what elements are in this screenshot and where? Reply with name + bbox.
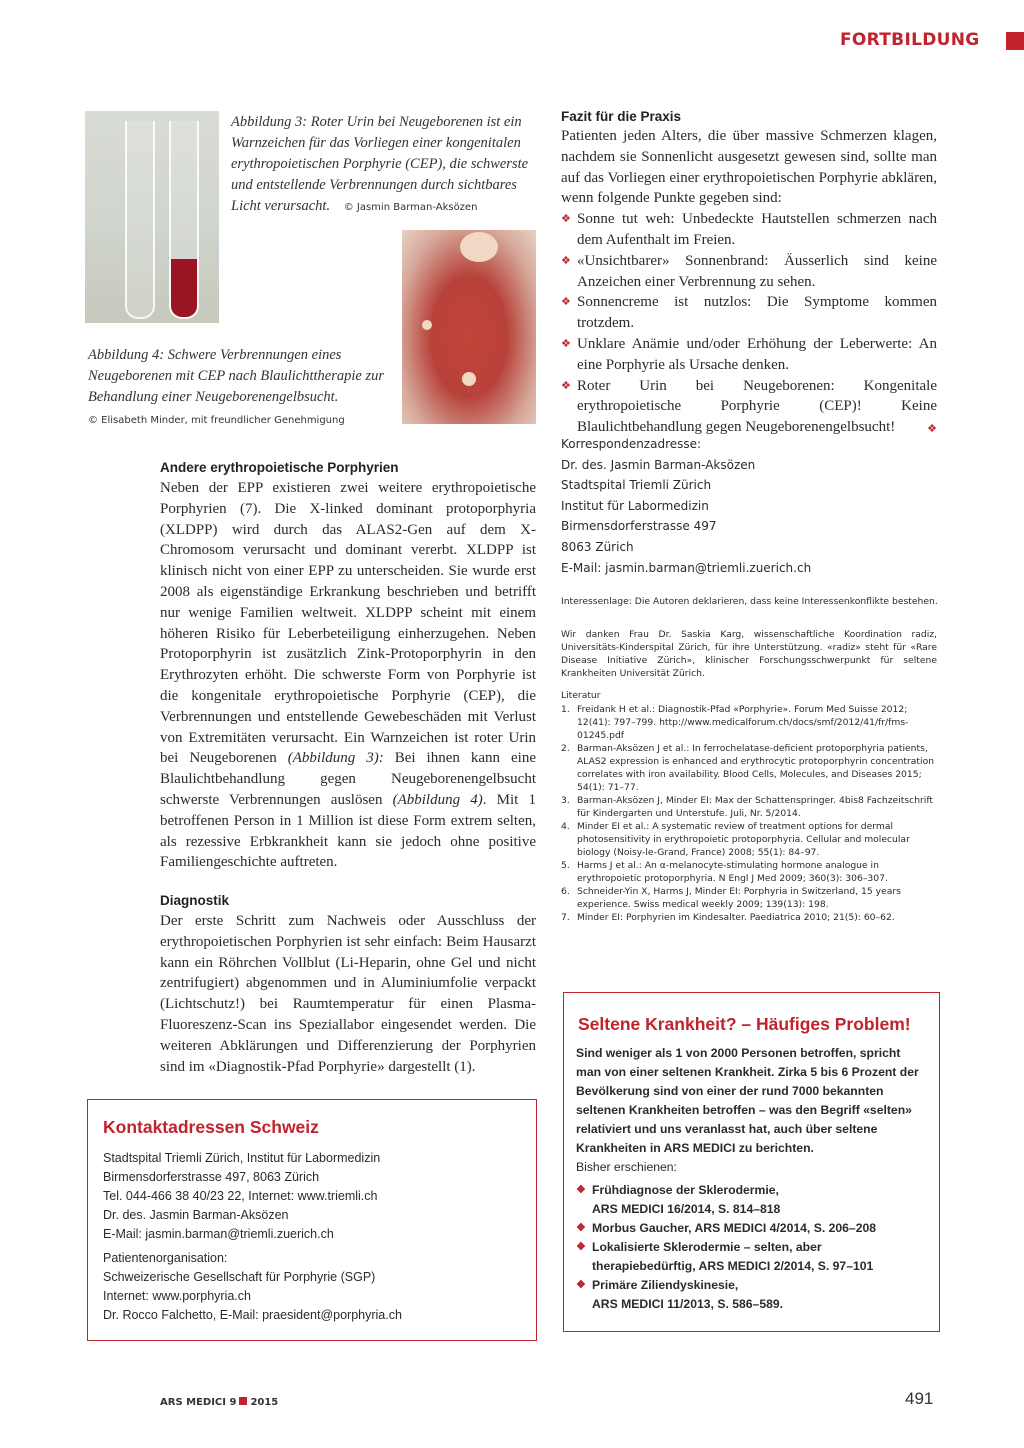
reference-text: Freidank H et al.: Diagnostik-Pfad «Porphyrie». Forum Med Suisse 2012; 12(41): 797–799. http://www.medicalforum.ch/docs/smf/2012/41/fr/fms-01245.pdf [577, 704, 909, 741]
contact-line: Dr. Rocco Falchetto, E-Mail: praesident@porphyria.ch [103, 1308, 402, 1322]
reference-item [561, 794, 937, 820]
reference-text: Barman-Aksözen J et al.: In ferrochelatase-deficient protoporphyria patients, ALAS2 expression is enhanced and erythrocytic protoporphyrin concentration correlates with iron availability. Blood Cells, Molecules, and Diseases 2015; 54(1): 71–77. [577, 743, 935, 793]
body-text-b: Bei ihnen kann eine Blaulichtbehandlung gegen Neugeborenengelbsucht schwerste Verbrennungen auslösen [160, 750, 537, 808]
contact-line: Dr. des. Jasmin Barman-Aksözen [103, 1208, 289, 1222]
article-title: ❖ Morbus Gaucher, ARS MEDICI 4/2014, S. 206–208 [592, 1221, 877, 1235]
section-andere [160, 460, 536, 873]
reference-text: Barman-Aksözen J, Minder EI: Max der Schattenspringer. 4bis8 Fachzeitschrift für Kindergarten und Unterstufe. Juli, Nr. 5/2014. [577, 795, 934, 819]
fazit-bullet: ❖ Sonne tut weh: Unbedeckte Hautstellen schmerzen nach dem Aufenthalt im Freien. [561, 209, 937, 251]
figure3-image [85, 111, 219, 323]
reference-number: 2. [561, 743, 570, 754]
reference-text: Harms J et al.: An α-melanocyte-stimulating hormone analogue in erythropoietic protoporphyria. N Engl J Med 2009; 360(3): 306–307. [577, 860, 888, 884]
contact-lines [103, 1149, 523, 1325]
contact-email: E-Mail: jasmin.barman@triemli.zuerich.ch [103, 1227, 334, 1241]
references [561, 689, 937, 924]
reference-number: 6. [561, 886, 570, 897]
reference-number: 3. [561, 795, 570, 806]
rare-disease-intro: Sind weniger als 1 von 2000 Personen betroffen, spricht man von einer seltenen Krankheit. Zirka 5 bis 6 Prozent der Bevölkerung sind von einer der rund 7000 bekannten seltenen Krankheiten betroffen – was den Begriff «selten» relativiert und uns veranlasst hat, auch über seltene Krankheiten in ARS MEDICI zu berichten. [576, 1046, 919, 1155]
reference-item [561, 703, 937, 742]
reference-number: 4. [561, 821, 570, 832]
contact-box [87, 1099, 537, 1341]
body-text-c: . Mit 1 betroffenen Person in 1 Million ist diese Form extrem selten, als rezessive Erbkrankheit kann sie jedoch ohne positive Familiengeschichte auftreten. [160, 791, 536, 871]
test-tube-empty [125, 121, 155, 319]
page-number: 491 [905, 1389, 934, 1408]
contact-line: Patientenorganisation: [103, 1251, 228, 1265]
figure-ref-3: (Abbildung 3): [287, 750, 384, 767]
figure4-image [402, 230, 536, 424]
journal-name: ARS MEDICI 9 [160, 1397, 237, 1408]
correspondence-email: E-Mail: jasmin.barman@triemli.zuerich.ch [561, 560, 812, 575]
test-tube-red-urine [169, 121, 199, 319]
reference-item [561, 885, 937, 911]
reference-item [561, 820, 937, 859]
contact-line: Stadtspital Triemli Zürich, Institut für Labormedizin [103, 1151, 381, 1165]
contact-line: Schweizerische Gesellschaft für Porphyrie (SGP) [103, 1270, 376, 1284]
article-item [576, 1181, 926, 1219]
article-source: ARS MEDICI 16/2014, S. 814–818 [592, 1202, 781, 1216]
article-title: ❖ Primäre Ziliendyskinesie, [592, 1278, 739, 1292]
reference-number: 5. [561, 860, 570, 871]
reference-text: Minder EI et al.: A systematic review of treatment options for dermal photosensitivity in erythropoietic protoporphyria. Cellular and molecular biology (Noisy-le-Grand, France) 2008; 55(1): 84–97. [577, 821, 910, 858]
correspondence-line: Stadtspital Triemli Zürich [561, 478, 712, 493]
correspondence-block [561, 434, 937, 578]
figure3-caption [231, 112, 536, 218]
article-item [576, 1238, 926, 1276]
article-title: ❖ Lokalisierte Sklerodermie – selten, aber therapiebedürftig, ARS MEDICI 2/2014, S. 97–101 [592, 1240, 874, 1273]
reference-number: 7. [561, 912, 570, 923]
fazit-bullet: ❖ «Unsichtbarer» Sonnenbrand: Äusserlich sind keine Anzeichen einer Verbrennung zu sehen. [561, 251, 937, 293]
correspondence-line: Dr. des. Jasmin Barman-Aksözen [561, 457, 756, 472]
section-fazit [561, 109, 937, 435]
correspondence-line: Korrespondenzadresse: [561, 437, 702, 451]
header-accent-square [1006, 32, 1024, 50]
section-heading: Diagnostik [160, 893, 230, 908]
acknowledgements: Wir danken Frau Dr. Saskia Karg, wissenschaftliche Koordination radiz, Universitäts-Kinderspital Zürich, für ihre Unterstützung. «radiz» steht für «Rare Disease Initiative Zürich», klinischer Forschungsschwerpunkt für seltene Krankheiten Universität Zürich. [561, 629, 937, 679]
figure3-credit: © Jasmin Barman-Aksözen [343, 202, 478, 213]
section-heading: Andere erythropoietische Porphyrien [160, 460, 399, 475]
reference-item [561, 742, 937, 794]
section-diagnostik [160, 893, 536, 1077]
journal-year: 2015 [250, 1397, 279, 1408]
rare-disease-box [563, 992, 940, 1332]
article-item [576, 1276, 926, 1314]
fazit-list [561, 209, 937, 438]
contact-box-title: Kontaktadressen Schweiz [103, 1117, 319, 1137]
references-heading: Literatur [561, 690, 601, 701]
section-body [160, 478, 536, 873]
footer-journal [160, 1397, 278, 1408]
rare-disease-bisher: Bisher erschienen: [576, 1160, 677, 1174]
reference-text: Minder EI: Porphyrien im Kindesalter. Paediatrica 2010; 21(5): 60–62. [577, 912, 895, 923]
section-title: FORTBILDUNG [840, 30, 980, 50]
fazit-heading: Fazit für die Praxis [561, 109, 682, 124]
figure-ref-4: (Abbildung 4) [392, 791, 483, 808]
section-body: Der erste Schritt zum Nachweis oder Ausschluss der erythropoietischen Porphyrien ist sehr einfach: Beim Hausarzt kann ein Röhrchen Vollblut (Li-Heparin, ohne Gel und nicht zentrifugiert) abgenommen und in Aluminiumfolie verpackt (Lichtschutz!) bei Raumtemperatur für einen Plasma-Fluoreszenz-Scan ins Speziallabor eingesendet werden. Die weiteren Abklärungen und Differenzierung der Porphyrien sind im «Diagnostik-Pfad Porphyrie» dargestellt (1). [160, 913, 536, 1075]
fazit-intro: Patienten jeden Alters, die über massive Schmerzen klagen, nachdem sie Sonnenlicht ausgesetzt gewesen sind, sollte man auf das Vorliegen einer erythropoietischen Porphyrie abklären, wenn folgende Punkte gegeben sind: [561, 128, 937, 207]
figure4-caption [88, 345, 393, 431]
reference-text: Schneider-Yin X, Harms J, Minder EI: Porphyria in Switzerland, 15 years experience. Swiss medical weekly 2009; 139(13): 198. [577, 886, 901, 910]
article-title: ❖ Frühdiagnose der Sklerodermie, [592, 1183, 779, 1197]
conflict-of-interest: Interessenlage: Die Autoren deklarieren, dass keine Interessenkonflikte bestehen. [561, 596, 938, 607]
article-item [576, 1219, 926, 1238]
figure3-caption-text: Abbildung 3: Roter Urin bei Neugeborenen ist ein Warnzeichen für das Vorliegen einer kongenitalen erythropoietischen Porphyrie (CEP), die schwerste und entstellende Verbrennungen durch sichtbares Licht verursacht. [231, 114, 529, 214]
contact-line: Tel. 044-466 38 40/23 22, Internet: www.triemli.ch [103, 1189, 378, 1203]
rare-disease-content [576, 1044, 926, 1314]
figure4-credit: © Elisabeth Minder, mit freundlicher Genehmigung [88, 415, 345, 426]
correspondence-line: 8063 Zürich [561, 539, 634, 554]
fazit-bullet: ❖ Sonnencreme ist nutzlos: Die Symptome kommen trotzdem. [561, 292, 937, 334]
correspondence-line: Birmensdorferstrasse 497 [561, 519, 717, 534]
contact-line: Internet: www.porphyria.ch [103, 1289, 251, 1303]
rare-disease-title: Seltene Krankheit? – Häufiges Problem! [578, 1014, 911, 1034]
reference-number: 1. [561, 704, 570, 715]
reference-item [561, 911, 937, 924]
reference-item [561, 859, 937, 885]
footer-square [239, 1397, 247, 1405]
fazit-bullet: ❖ Roter Urin bei Neugeborenen: Kongenitale erythropoietische Porphyrie (CEP)! Keine Blaulichtbehandlung gegen Neugeborenengelbsucht! [561, 376, 937, 438]
article-source: ARS MEDICI 11/2013, S. 586–589. [592, 1297, 784, 1311]
contact-line: Birmensdorferstrasse 497, 8063 Zürich [103, 1170, 320, 1184]
fazit-bullet: ❖ Unklare Anämie und/oder Erhöhung der Leberwerte: An eine Porphyrie als Ursache denken. [561, 334, 937, 376]
body-text-a: Neben der EPP existieren zwei weitere erythropoietische Porphyrien (7). Die X-linked dominant protoporphyria (XLDPP) wird durch das ALAS2-Gen auf dem X-Chromosom verursacht und dominant vererbt. XLDPP ist klinisch nicht von einer EPP zu unterscheiden. Sie wurde erst 2008 als eigenständige Erkrankung beschrieben und betrifft nur wenige Familien weltweit. XLDPP scheint mit einem höheren Risiko für Leberbeteiligung einherzugehen. Neben Protoporphyrin ist zusätzlich Zink-Protoporphyrin in den Erythrozyten erhöht. Die schwerste Form von Porphyrie ist die kongenitale erythropoietische Porphyrie (CEP), die Verbrennungen und entstellende Gewebeschäden mit Verlust von Extremitäten verursacht. Ein Warnzeichen ist roter Urin bei Neugeborenen [160, 480, 536, 767]
end-mark-icon: ❖ [927, 422, 937, 435]
correspondence-line: Institut für Labormedizin [561, 498, 709, 513]
figure4-caption-text: Abbildung 4: Schwere Verbrennungen eines Neugeborenen mit CEP nach Blaulichttherapie zur Behandlung einer Neugeborenengelbsucht. [88, 347, 384, 405]
